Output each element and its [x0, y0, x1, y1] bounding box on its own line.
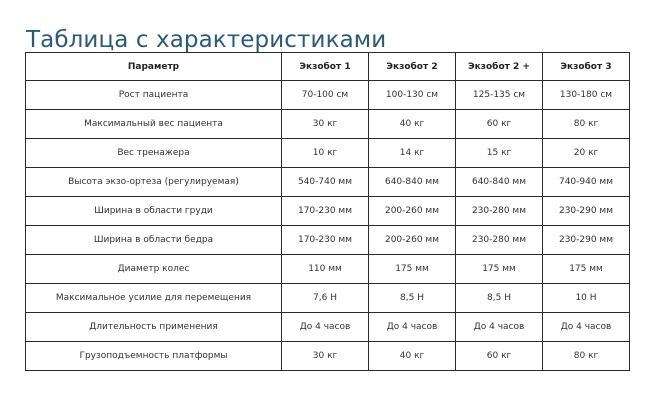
row-parameter-label: Ширина в области бедра — [26, 226, 282, 255]
table-cell: 20 кг — [543, 139, 630, 168]
row-parameter-label: Максимальный вес пациента — [26, 110, 282, 139]
table-cell: До 4 часов — [282, 313, 369, 342]
table-cell: 100-130 см — [369, 81, 456, 110]
table-cell: 200-260 мм — [369, 197, 456, 226]
table-cell: 125-135 см — [456, 81, 543, 110]
table-cell: До 4 часов — [369, 313, 456, 342]
table-cell: 60 кг — [456, 110, 543, 139]
table-cell: 8,5 Н — [456, 284, 543, 313]
table-cell: 30 кг — [282, 342, 369, 371]
table-row — [26, 168, 630, 197]
table-row — [26, 255, 630, 284]
table-cell: 60 кг — [456, 342, 543, 371]
row-parameter-label: Рост пациента — [26, 81, 282, 110]
table-cell: 10 кг — [282, 139, 369, 168]
table-cell: 640-840 мм — [456, 168, 543, 197]
table-cell: До 4 часов — [543, 313, 630, 342]
column-header-exobot-3: Экзобот 3 — [543, 53, 630, 81]
table-cell: 540-740 мм — [282, 168, 369, 197]
table-row — [26, 342, 630, 371]
table-cell: 7,6 Н — [282, 284, 369, 313]
row-parameter-label: Ширина в области груди — [26, 197, 282, 226]
row-parameter-label: Диаметр колес — [26, 255, 282, 284]
row-parameter-label: Длительность применения — [26, 313, 282, 342]
table-row — [26, 110, 630, 139]
table-cell: 230-280 мм — [456, 226, 543, 255]
table-cell: 30 кг — [282, 110, 369, 139]
table-row — [26, 284, 630, 313]
table-cell: 80 кг — [543, 110, 630, 139]
table-cell: 80 кг — [543, 342, 630, 371]
table-cell: 170-230 мм — [282, 226, 369, 255]
table-cell: 8,5 Н — [369, 284, 456, 313]
page-title: Таблица с характеристиками — [26, 27, 387, 54]
column-header-exobot-2: Экзобот 2 — [369, 53, 456, 81]
row-parameter-label: Высота экзо-ортеза (регулируемая) — [26, 168, 282, 197]
row-parameter-label: Вес тренажера — [26, 139, 282, 168]
table-cell: 175 мм — [456, 255, 543, 284]
table-cell: 10 Н — [543, 284, 630, 313]
table-cell: 230-280 мм — [456, 197, 543, 226]
table-cell: 130-180 см — [543, 81, 630, 110]
table-cell: 230-290 мм — [543, 197, 630, 226]
table-header-row — [26, 53, 630, 81]
column-header-exobot-2-plus: Экзобот 2 + — [456, 53, 543, 81]
row-parameter-label: Максимальное усилие для перемещения — [26, 284, 282, 313]
table-row — [26, 81, 630, 110]
column-header-exobot-1: Экзобот 1 — [282, 53, 369, 81]
table-cell: 175 мм — [369, 255, 456, 284]
table-row — [26, 139, 630, 168]
table-cell: 15 кг — [456, 139, 543, 168]
table-cell: 170-230 мм — [282, 197, 369, 226]
table-cell: 175 мм — [543, 255, 630, 284]
column-header-parameter: Параметр — [26, 53, 282, 81]
specifications-table — [25, 52, 630, 371]
table-cell: 110 мм — [282, 255, 369, 284]
table-cell: 640-840 мм — [369, 168, 456, 197]
table-cell: 230-290 мм — [543, 226, 630, 255]
table-cell: 200-260 мм — [369, 226, 456, 255]
table-cell: 740-940 мм — [543, 168, 630, 197]
table-cell: 40 кг — [369, 110, 456, 139]
table-cell: 70-100 см — [282, 81, 369, 110]
table-cell: 14 кг — [369, 139, 456, 168]
table-row — [26, 197, 630, 226]
table-cell: До 4 часов — [456, 313, 543, 342]
table-cell: 40 кг — [369, 342, 456, 371]
table-row — [26, 313, 630, 342]
table-row — [26, 226, 630, 255]
row-parameter-label: Грузоподъемность платформы — [26, 342, 282, 371]
